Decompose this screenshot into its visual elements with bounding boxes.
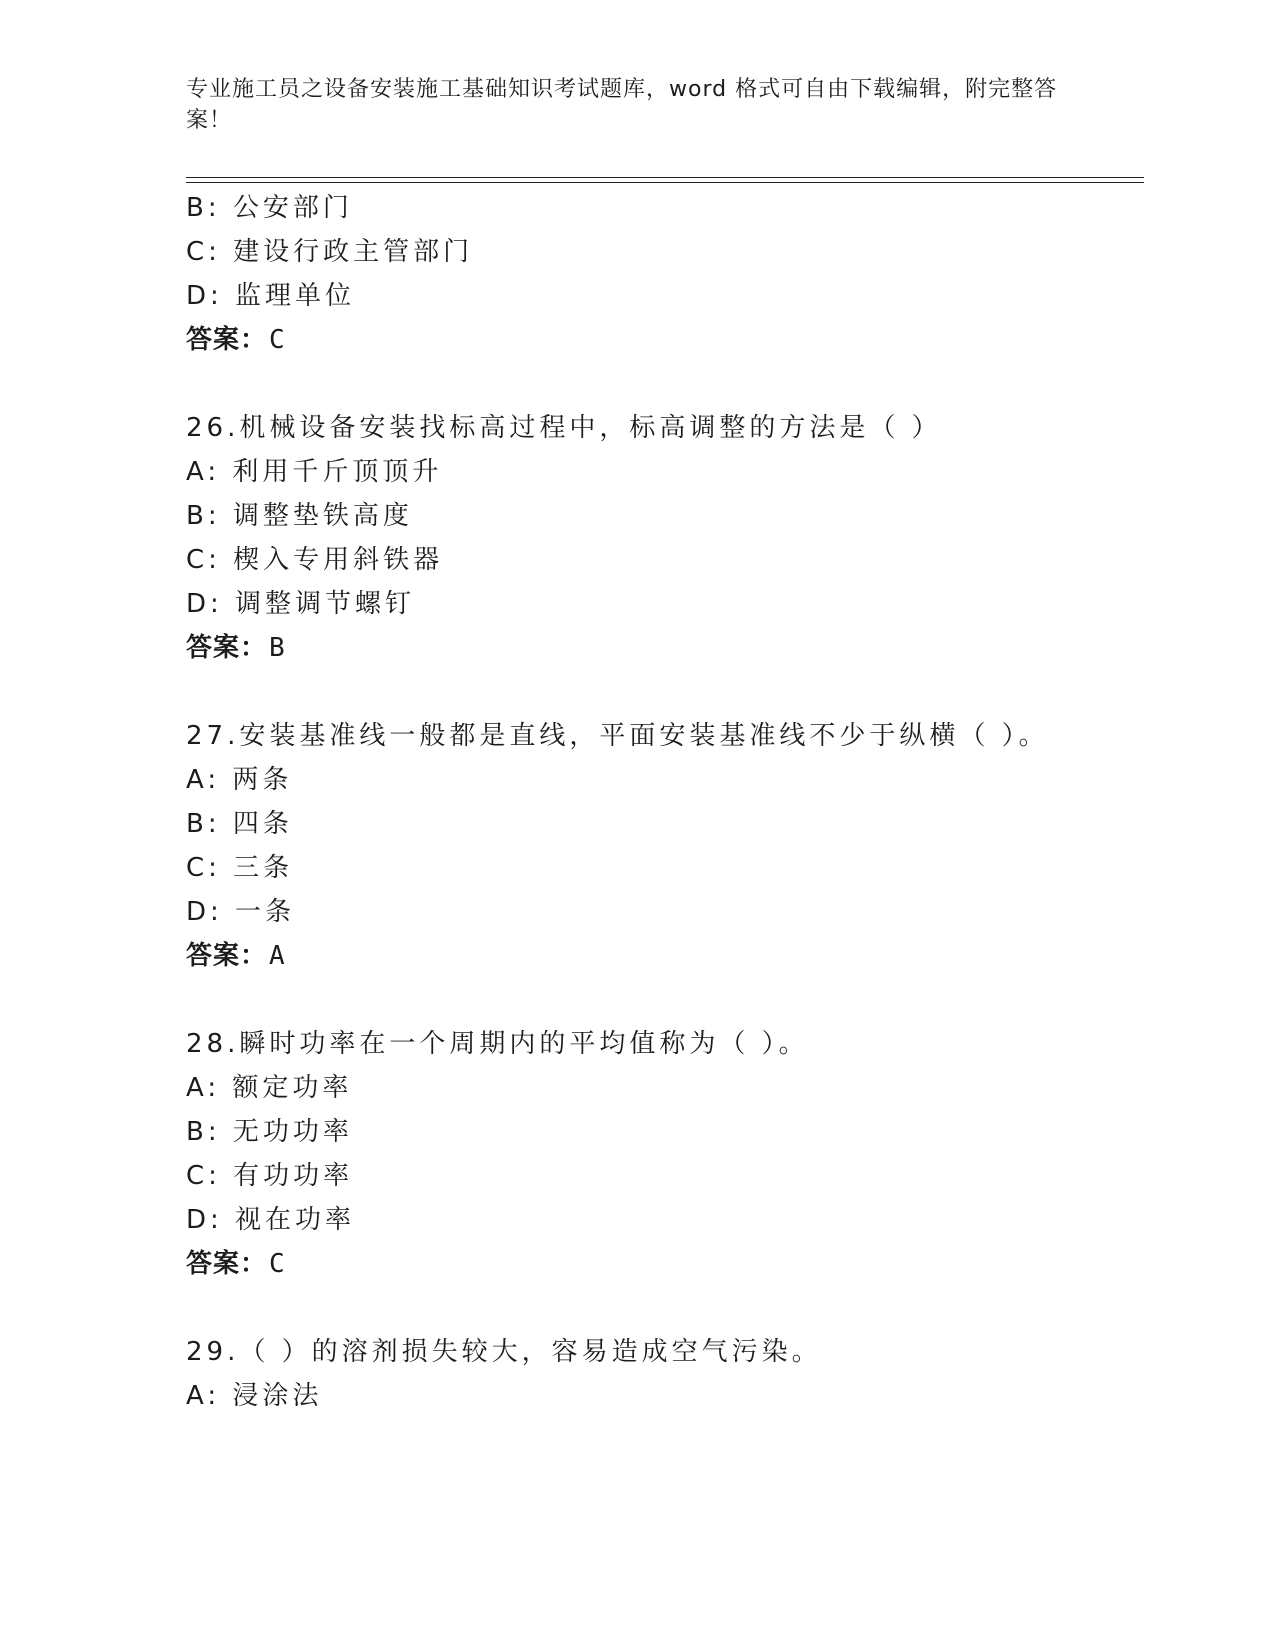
answer-line — [186, 324, 286, 356]
header-divider-bottom — [186, 182, 1144, 183]
option-b: B: 四条 — [186, 809, 293, 839]
question-stem: 28.瞬时功率在一个周期内的平均值称为（ ）。 — [186, 1029, 809, 1059]
option-b: B: 调整垫铁高度 — [186, 501, 413, 531]
option-a: A: 浸涂法 — [186, 1381, 323, 1411]
option-b: B: 无功功率 — [186, 1117, 353, 1147]
option-d: D: 视在功率 — [186, 1205, 356, 1235]
option-d: D: 调整调节螺钉 — [186, 589, 416, 619]
answer-value: C — [269, 1249, 286, 1279]
question-stem: 26.机械设备安装找标高过程中，标高调整的方法是（ ） — [186, 413, 942, 443]
answer-line — [186, 1248, 286, 1280]
option-d: D: 一条 — [186, 897, 296, 927]
answer-line — [186, 632, 286, 664]
option-c: C: 楔入专用斜铁器 — [186, 545, 444, 575]
answer-value: A — [269, 941, 286, 971]
answer-label: 答案： — [186, 633, 268, 663]
header-divider-top — [186, 177, 1144, 178]
answer-line — [186, 940, 286, 972]
answer-value: C — [269, 325, 286, 355]
question-stem: 27.安装基准线一般都是直线，平面安装基准线不少于纵横（ ）。 — [186, 721, 1049, 751]
option-d: D: 监理单位 — [186, 281, 356, 311]
option-a: A: 额定功率 — [186, 1073, 353, 1103]
answer-label: 答案： — [186, 941, 268, 971]
answer-label: 答案： — [186, 325, 268, 355]
option-c: C: 三条 — [186, 853, 294, 883]
option-b: B: 公安部门 — [186, 193, 353, 223]
question-stem: 29.（ ）的溶剂损失较大，容易造成空气污染。 — [186, 1337, 822, 1367]
option-c: C: 建设行政主管部门 — [186, 237, 474, 267]
option-c: C: 有功功率 — [186, 1161, 354, 1191]
document-header: 专业施工员之设备安装施工基础知识考试题库，word 格式可自由下载编辑，附完整答案！ — [186, 77, 1058, 133]
option-a: A: 两条 — [186, 765, 293, 795]
answer-value: B — [269, 633, 286, 663]
answer-label: 答案： — [186, 1249, 268, 1279]
option-a: A: 利用千斤顶顶升 — [186, 457, 443, 487]
